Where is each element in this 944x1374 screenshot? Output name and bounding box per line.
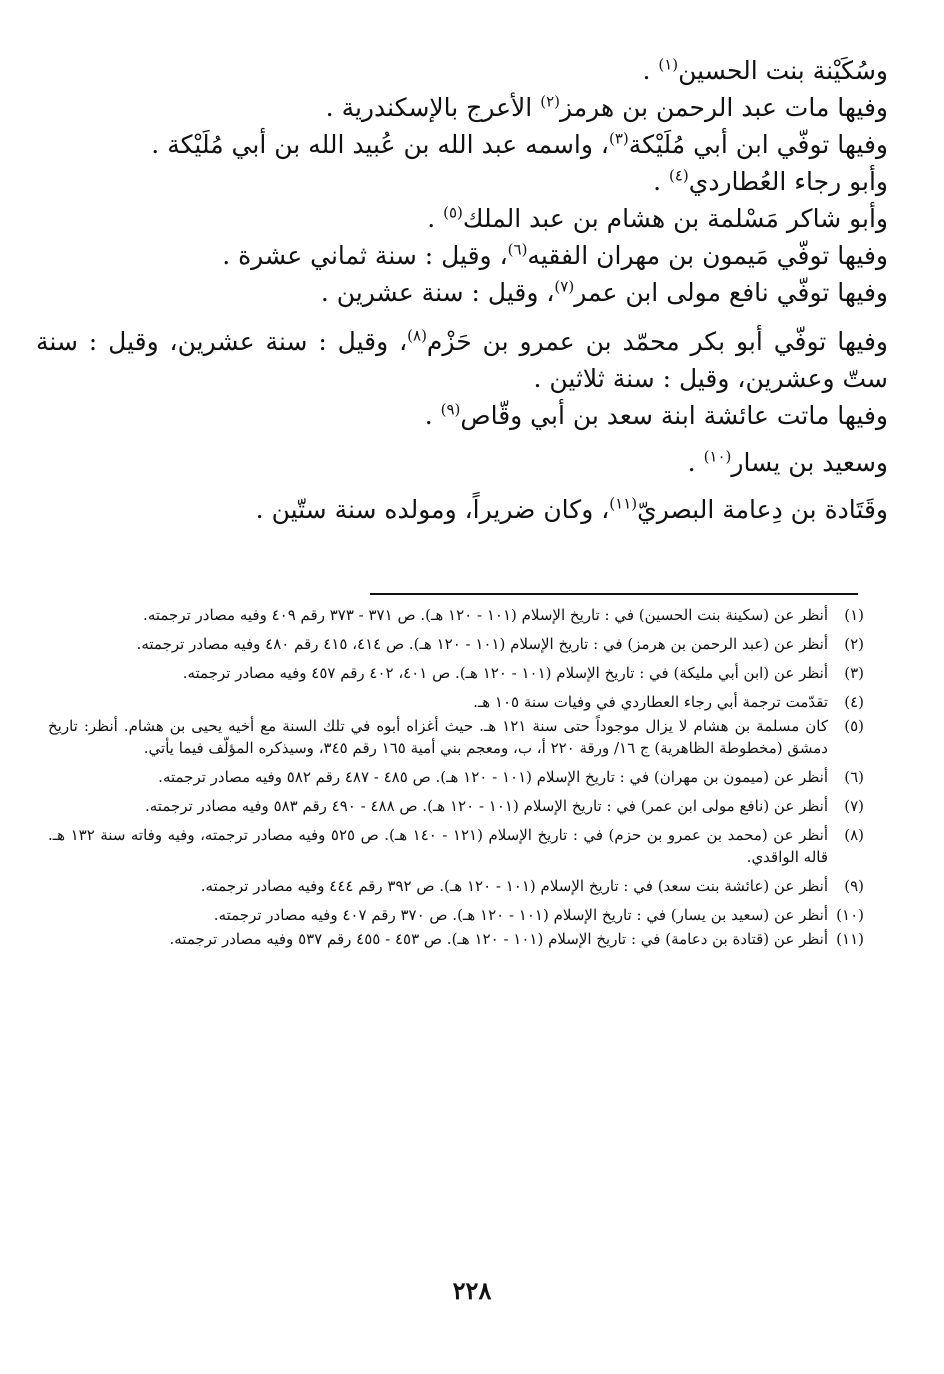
line-tail: الأعرج بالإسكندرية . <box>325 93 541 122</box>
main-line <box>36 323 888 397</box>
footnote-text: أنظر عن (قتادة بن دعامة) في : تاريخ الإسلام (١٠١ - ١٢٠ هـ). ص ٤٥٣ - ٤٥٥ رقم ٥٣٧ وفيه مصادر ترجمته. <box>169 930 828 948</box>
main-line <box>36 52 888 89</box>
footnote <box>48 928 864 950</box>
footnote <box>48 715 864 759</box>
footnote-ref: (٥) <box>443 203 463 222</box>
line-tail: . <box>427 204 444 233</box>
footnote-number: (٣) <box>844 664 864 682</box>
footnote-ref: (٩) <box>440 400 461 419</box>
footnote-ref: (١) <box>658 55 679 74</box>
line-tail: ، وكان ضريراً، ومولده سنة ستّين . <box>255 495 610 524</box>
line-text: وفيها ماتت عائشة ابنة سعد بن أبي وقّاص <box>460 401 888 430</box>
footnote-text: أنظر عن (ابن أبي مليكة) في : تاريخ الإسلام (١٠١ - ١٢٠ هـ). ص ٤٠١، ٤٠٢ رقم ٤٥٧ وفيه مصادر ترجمته. <box>182 664 828 682</box>
footnote-number: (١٠) <box>836 906 864 924</box>
footnote-text: أنظر عن (ميمون بن مهران) في : تاريخ الإسلام (١٠١ - ١٢٠ هـ). ص ٤٨٥ - ٤٨٧ رقم ٥٨٢ وفيه مصادر ترجمته. <box>158 768 828 786</box>
main-line <box>36 274 888 311</box>
footnote <box>48 904 864 926</box>
main-line <box>36 89 888 126</box>
line-tail: . <box>653 167 669 196</box>
footnote <box>48 875 864 897</box>
footnote-number: (٨) <box>844 826 864 844</box>
footnotes <box>48 604 864 957</box>
footnote-number: (٦) <box>844 768 864 786</box>
line-text: وسُكَيْنة بنت الحسين <box>678 56 888 85</box>
footnote-ref: (٤) <box>669 166 689 185</box>
footnote <box>48 662 864 684</box>
line-text: وفيها توفّي أبو بكر محمّد بن عمرو بن حَزْم <box>426 327 888 356</box>
line-tail: . <box>642 56 659 85</box>
footnote-number: (٢) <box>844 635 864 653</box>
footnote-text: أنظر عن (عائشة بنت سعد) في : تاريخ الإسلام (١٠١ - ١٢٠ هـ). ص ٣٩٢ رقم ٤٤٤ وفيه مصادر ترجمته. <box>200 877 828 895</box>
footnote-ref: (١٠) <box>703 447 732 466</box>
footnote-text: أنظر عن (سعيد بن يسار) في : تاريخ الإسلام (١٠١ - ١٢٠ هـ). ص ٣٧٠ رقم ٤٠٧ وفيه مصادر ترجمته. <box>213 906 828 924</box>
footnote-number: (٤) <box>844 693 864 711</box>
footnote-ref: (٢) <box>540 92 560 111</box>
footnote-number: (٩) <box>844 877 864 895</box>
footnote-ref: (٧) <box>554 277 575 296</box>
footnote <box>48 766 864 788</box>
footnote-ref: (٣) <box>608 129 629 148</box>
footnote-text: كان مسلمة بن هشام لا يزال موجوداً حتى سنة ١٢١ هـ. حيث أغزاه أبوه في تلك السنة مع أخيه يحيى بن هشام. أنظر: تاريخ دمشق (مخطوطة الظاهرية) ج ١٦/ ورقة ٢٢٠ أ، ب، ومعجم بني أمية ١٦٥ رقم ٣٤٥، وسيذكره المؤلّف فيما يأتي. <box>48 717 828 757</box>
line-tail: . <box>424 401 441 430</box>
line-tail: . <box>687 448 704 477</box>
footnote-separator <box>370 593 858 595</box>
footnote-ref: (٨) <box>407 326 427 345</box>
main-line <box>36 200 888 237</box>
line-tail: ، وقيل : سنة ثماني عشرة . <box>222 241 508 270</box>
footnote <box>48 604 864 626</box>
main-text <box>36 52 888 528</box>
footnote-ref: (١١) <box>609 494 638 513</box>
footnote <box>48 633 864 655</box>
main-line <box>36 444 888 481</box>
line-text: وفيها توفّي نافع مولى ابن عمر <box>574 278 888 307</box>
line-text: وفيها مات عبد الرحمن بن هرمز <box>559 93 888 122</box>
main-line <box>36 163 888 200</box>
line-tail: ، وقيل : سنة عشرين، وقيل : سنة ستّ وعشرين، وقيل : سنة ثلاثين . <box>36 327 888 393</box>
footnote-ref: (٦) <box>507 240 528 259</box>
footnote-text: أنظر عن (عبد الرحمن بن هرمز) في : تاريخ الإسلام (١٠١ - ١٢٠ هـ). ص ٤١٤، ٤١٥ رقم ٤٨٠ وفيه مصادر ترجمته. <box>136 635 828 653</box>
main-line <box>36 491 888 528</box>
line-text: وأبو رجاء العُطاردي <box>688 167 888 196</box>
footnote <box>48 691 864 713</box>
line-text: وسعيد بن يسار <box>731 448 888 477</box>
line-text: وأبو شاكر مَسْلمة بن هشام بن عبد الملك <box>462 204 888 233</box>
footnote-number: (٥) <box>844 717 864 735</box>
line-text: وفيها توفّي مَيمون بن مهران الفقيه <box>527 241 888 270</box>
line-tail: ، وقيل : سنة عشرين . <box>320 278 555 307</box>
main-line <box>36 397 888 434</box>
page-number: ٢٢٨ <box>452 1276 492 1305</box>
footnote-text: أنظر عن (نافع مولى ابن عمر) في : تاريخ الإسلام (١٠١ - ١٢٠ هـ). ص ٤٨٨ - ٤٩٠ رقم ٥٨٣ وفيه مصادر ترجمته. <box>145 797 828 815</box>
line-text: وفيها توفّي ابن أبي مُلَيْكة <box>628 130 888 159</box>
footnote <box>48 824 864 868</box>
line-text: وقَتَادة بن دِعامة البصريّ <box>637 495 888 524</box>
line-tail: ، واسمه عبد الله بن عُبيد الله بن أبي مُلَيْكة . <box>151 130 609 159</box>
footnote-number: (٧) <box>844 797 864 815</box>
main-line <box>36 237 888 274</box>
footnote-number: (١١) <box>836 930 864 948</box>
footnote-text: أنظر عن (سكينة بنت الحسين) في : تاريخ الإسلام (١٠١ - ١٢٠ هـ). ص ٣٧١ - ٣٧٣ رقم ٤٠٩ وفيه مصادر ترجمته. <box>143 606 828 624</box>
footnote-number: (١) <box>844 606 864 624</box>
main-line <box>36 126 888 163</box>
footnote <box>48 795 864 817</box>
footnote-text: تقدّمت ترجمة أبي رجاء العطاردي في وفيات سنة ١٠٥ هـ. <box>473 693 828 711</box>
footnote-text: أنظر عن (محمد بن عمرو بن حزم) في : تاريخ الإسلام (١٢١ - ١٤٠ هـ). ص ٥٢٥ وفيه مصادر ترجمته، وفيه وفاته سنة ١٣٢ هـ. قاله الواقدي. <box>48 826 828 866</box>
